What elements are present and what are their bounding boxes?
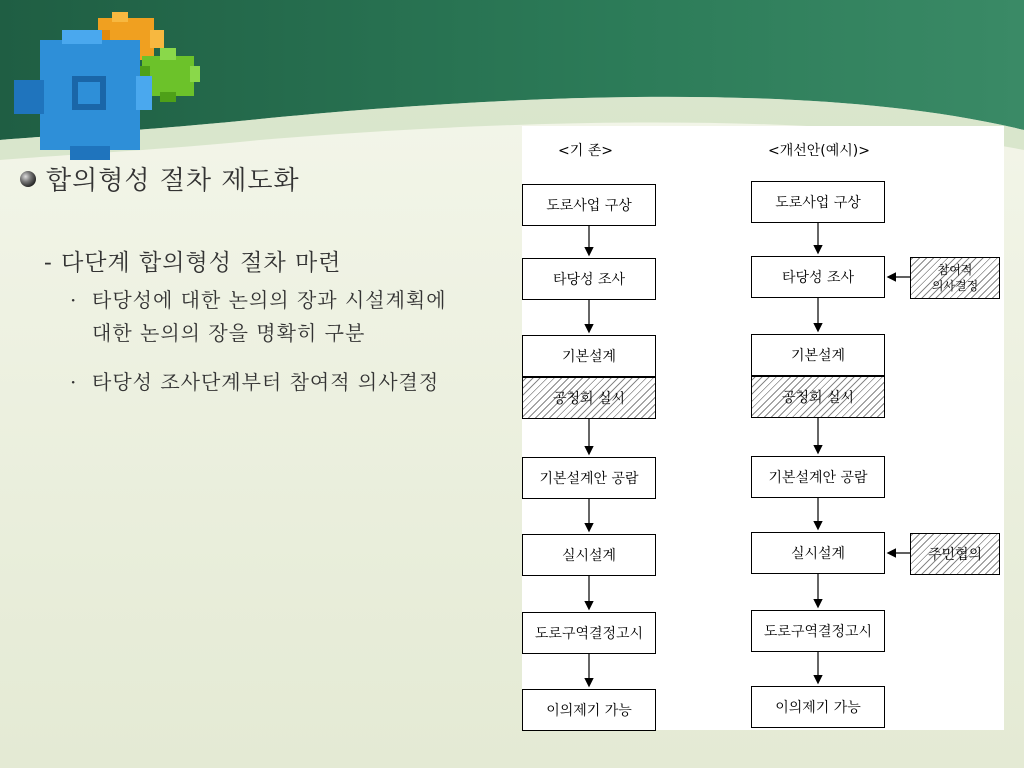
slide-title: 합의형성 절차 제도화 xyxy=(46,166,300,196)
proposed-step-7: 도로구역결정고시 xyxy=(751,610,885,652)
point-1-mark: · xyxy=(70,288,78,312)
proposed-step-2: 타당성 조사 xyxy=(751,256,885,298)
main-bullet xyxy=(20,160,300,197)
bullet-icon xyxy=(20,171,36,187)
existing-step-6: 실시설계 xyxy=(522,534,656,576)
subtitle: - 다단계 합의형성 절차 마련 xyxy=(44,250,342,276)
point-2-line1: 타당성 조사단계부터 참여적 의사결정 xyxy=(92,370,440,394)
point-1-line2: 대한 논의의 장을 명확히 구분 xyxy=(92,321,366,345)
proposed-step-8: 이의제기 가능 xyxy=(751,686,885,728)
point-2-mark: · xyxy=(70,370,78,394)
proposed-step-6: 실시설계 xyxy=(751,532,885,574)
point-1-line1: 타당성에 대한 논의의 장과 시설계획에 xyxy=(92,288,447,312)
resident-consultation-label: 주민협의 xyxy=(927,547,983,563)
existing-step-3: 기본설계 xyxy=(522,335,656,377)
existing-step-1: 도로사업 구상 xyxy=(522,184,656,226)
proposed-step-5: 기본설계안 공람 xyxy=(751,456,885,498)
proposed-step-3: 기본설계 xyxy=(751,334,885,376)
proposed-step-4-label: 공청회 실시 xyxy=(781,390,855,406)
point-1 xyxy=(70,284,447,350)
existing-step-4-label: 공청회 실시 xyxy=(552,391,626,407)
proposed-header: <개선안(예시)> xyxy=(768,143,871,159)
proposed-step-1: 도로사업 구상 xyxy=(751,181,885,223)
participatory-line1: 참여적 xyxy=(937,263,973,277)
existing-step-8: 이의제기 가능 xyxy=(522,689,656,731)
resident-consultation-box xyxy=(910,533,1000,575)
existing-step-7: 도로구역결정고시 xyxy=(522,612,656,654)
existing-step-5: 기본설계안 공람 xyxy=(522,457,656,499)
proposed-step-4 xyxy=(751,376,885,418)
existing-header: <기 존> xyxy=(558,143,613,159)
existing-step-2: 타당성 조사 xyxy=(522,258,656,300)
existing-step-4 xyxy=(522,377,656,419)
participatory-line2: 의사결정 xyxy=(931,279,979,293)
process-diagram xyxy=(522,126,1004,730)
point-2 xyxy=(70,366,439,399)
participatory-decision-box xyxy=(910,257,1000,299)
